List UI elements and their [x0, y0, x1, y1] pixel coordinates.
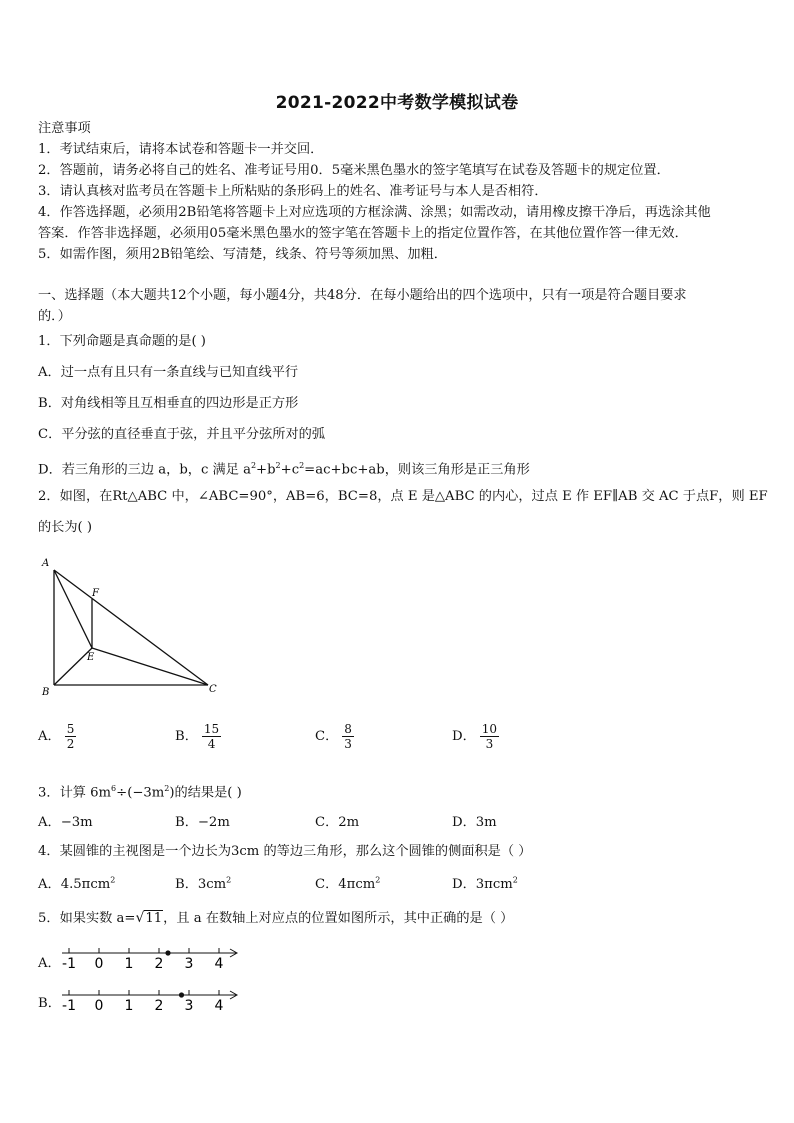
notice-item-4: 4．作答选择题，必须用2B铅笔将答题卡上对应选项的方框涂满、涂黑；如需改动，请用橡皮擦干净后，再选涂其他 [38, 205, 711, 220]
tick-label: 0 [94, 998, 104, 1014]
notice-item-3: 3．请认真核对监考员在答题卡上所粘贴的条形码上的姓名、准考证号与本人是否相符． [38, 184, 548, 199]
label-c: C [209, 684, 217, 695]
point-a [165, 950, 170, 955]
q4-option-c: C．4πcm$^2$ [315, 875, 381, 892]
sqrt-icon: √ [135, 910, 145, 926]
q3-option-c: C．2m [315, 815, 360, 830]
q1-stem: 1．下列命题是真命题的是( ) [38, 334, 206, 349]
q3-option-a: A．−3m [38, 815, 93, 830]
tick-label: 3 [184, 956, 194, 972]
q3-stem: 3．计算 $6m^6\div(-3m^2)$的结果是( ) [38, 784, 242, 801]
q2-option-b: B． $\frac{15}{4}$ [175, 722, 220, 751]
segment-ce [92, 648, 208, 685]
ticks [62, 990, 224, 1014]
tick-label: 4 [214, 998, 224, 1014]
tick-label: 1 [124, 998, 134, 1014]
label-e: E [87, 652, 95, 663]
q2-option-c: C． $\frac{8}{3}$ [315, 722, 352, 751]
label-f: F [92, 588, 99, 599]
ticks [62, 948, 224, 972]
q2-stem-cont: 的长为( ) [38, 520, 93, 535]
tick-label: -1 [62, 998, 76, 1014]
section-heading-cont: 的．） [38, 309, 71, 324]
page-title: 2021-2022中考数学模拟试卷 [275, 93, 519, 113]
q1-option-d: D．若三角形的三边 a，b，c 满足 $a^2+b^2+c^2=ac+bc+ab$，则该三角形是正三角形 [38, 461, 530, 478]
number-line-a [60, 944, 242, 972]
tick-label: 0 [94, 956, 104, 972]
triangle-figure [36, 552, 226, 700]
tick-label: 2 [154, 956, 164, 972]
radicand: 11 [145, 911, 163, 926]
section-heading: 一、选择题（本大题共12个小题，每小题4分，共48分．在每小题给出的四个选项中，只有一项是符合题目要求 [38, 288, 687, 303]
q3-option-d: D．3m [452, 815, 497, 830]
number-line-b [60, 986, 242, 1014]
q4-stem: 4．某圆锥的主视图是一个边长为3cm 的等边三角形，那么这个圆锥的侧面积是（ ） [38, 844, 532, 859]
q1-option-a: A．过一点有且只有一条直线与已知直线平行 [38, 365, 299, 380]
q1-option-b: B．对角线相等且互相垂直的四边形是正方形 [38, 396, 299, 411]
notice-item-1: 1．考试结束后，请将本试卷和答题卡一并交回． [38, 142, 324, 157]
q4-option-d: D．3πcm$^2$ [452, 875, 518, 892]
tick-label: -1 [62, 956, 76, 972]
q4-option-a: A．4.5πcm$^2$ [38, 875, 116, 892]
segment-ae [54, 570, 92, 648]
tick-label: 2 [154, 998, 164, 1014]
label-a: A [42, 558, 50, 569]
tick-label: 1 [124, 956, 134, 972]
notice-item-2: 2．答题前，请务必将自己的姓名、准考证号用0．5毫米黑色墨水的签字笔填写在试卷及答题卡的规定位置． [38, 163, 670, 178]
q2-option-a: A． $\frac{5}{2}$ [38, 722, 75, 751]
tick-label: 3 [184, 998, 194, 1014]
q3-option-b: B．−2m [175, 815, 230, 830]
q2-stem: 2．如图，在Rt△ABC 中，∠ABC=90°，AB=6，BC=8，点 E 是△ABC 的内心，过点 E 作 EF∥AB 交 AC 于点F，则 EF [38, 489, 768, 504]
notice-item-4-cont: 答案．作答非选择题，必须用05毫米黑色墨水的签字笔在答题卡上的指定位置作答，在其他位置作答一律无效． [38, 226, 688, 241]
point-a [179, 992, 184, 997]
q5-stem: 5．如果实数 a=√11，且 a 在数轴上对应点的位置如图所示，其中正确的是（ ） [38, 910, 514, 926]
q2-option-d: D． $\frac{10}{3}$ [452, 722, 498, 751]
q4-option-b: B．$3cm^2$ [175, 875, 232, 892]
q1-option-c: C．平分弦的直径垂直于弦，并且平分弦所对的弧 [38, 427, 326, 442]
segment-ac [54, 570, 208, 685]
notice-heading: 注意事项 [38, 121, 91, 136]
q5-option-b-letter: B． [38, 996, 61, 1011]
notice-item-5: 5．如需作图，须用2B铅笔绘、写清楚，线条、符号等须加黑、加粗． [38, 247, 447, 262]
label-b: B [42, 687, 50, 698]
tick-label: 4 [214, 956, 224, 972]
q5-option-a-letter: A． [38, 956, 61, 971]
